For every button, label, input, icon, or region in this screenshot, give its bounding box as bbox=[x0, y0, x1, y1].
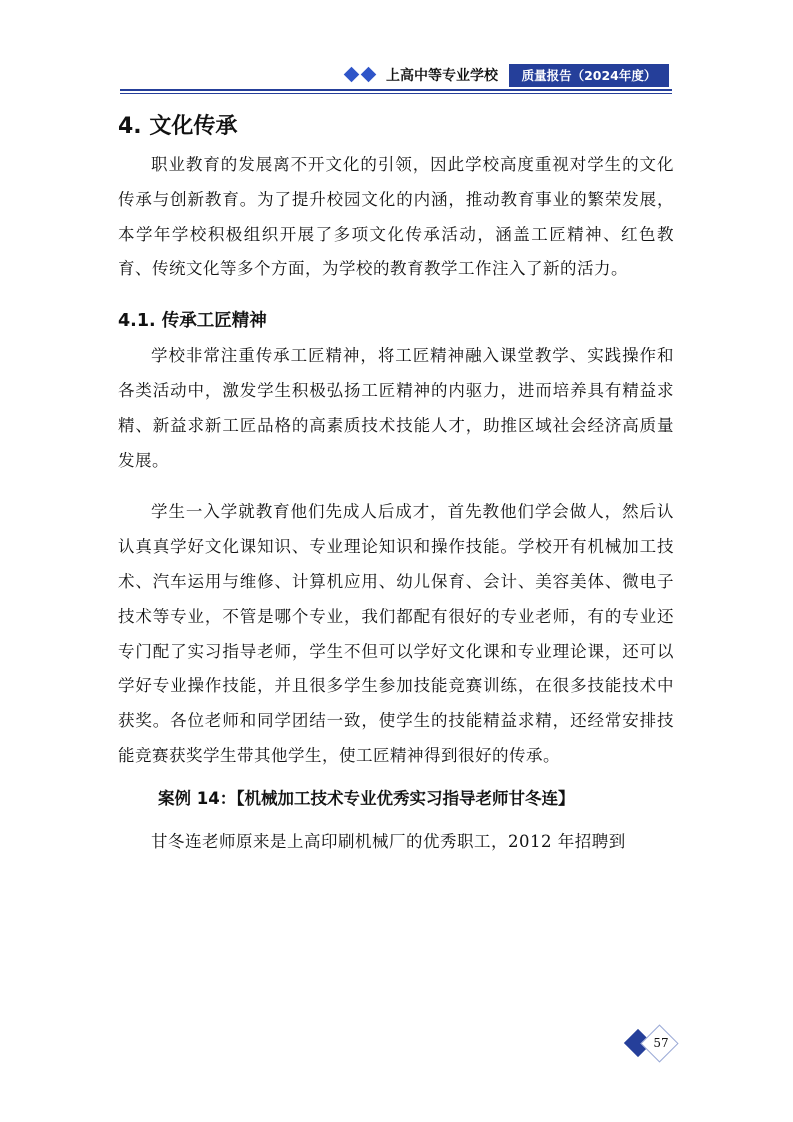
page-number-badge bbox=[626, 1026, 680, 1062]
page-number: 57 bbox=[653, 1036, 669, 1050]
page-header bbox=[120, 64, 672, 98]
header-rule-thin bbox=[120, 93, 672, 94]
header-rule bbox=[120, 89, 672, 91]
section-title: 4. 文化传承 bbox=[118, 114, 238, 139]
page-content bbox=[118, 110, 674, 859]
subsection-paragraph-1: 学校非常注重传承工匠精神，将工匠精神融入课堂教学、实践操作和各类活动中，激发学生积极弘扬工匠精神的内驱力，进而培养具有精益求精、新益求新工匠品格的高素质技术技能人才，助推区域社会经济高质量发展。 bbox=[118, 346, 674, 470]
subsection-title: 4.1. 传承工匠精神 bbox=[118, 311, 267, 332]
subsection-paragraph-2: 学生一入学就教育他们先成人后成才，首先教他们学会做人，然后认认真真学好文化课知识、专业理论知识和操作技能。学校开有机械加工技术、汽车运用与维修、计算机应用、幼儿保育、会计、美容美体、微电子技术等专业，不管是哪个专业，我们都配有很好的专业老师，有的专业还专门配了实习指导老师，学生不但可以学好文化课和专业理论课，还可以学好专业操作技能，并且很多学生参加技能竞赛训练，在很多技能技术中获奖。各位老师和同学团结一致，使学生的技能精益求精，还经常安排技能竞赛获奖学生带其他学生，使工匠精神得到很好的传承。 bbox=[118, 502, 674, 765]
report-badge: 质量报告（2024年度） bbox=[509, 64, 669, 87]
diamond-icon bbox=[344, 69, 378, 83]
case-paragraph: 甘冬连老师原来是上高印刷机械厂的优秀职工，2012 年招聘到 bbox=[151, 831, 626, 851]
case-title: 案例 14：【机械加工技术专业优秀实习指导老师甘冬连】 bbox=[158, 788, 575, 808]
section-intro-paragraph: 职业教育的发展离不开文化的引领，因此学校高度重视对学生的文化传承与创新教育。为了提升校园文化的内涵，推动教育事业的繁荣发展，本学年学校积极组织开展了多项文化传承活动，涵盖工匠精神、红色教育、传统文化等多个方面，为学校的教育教学工作注入了新的活力。 bbox=[118, 155, 674, 279]
school-name: 上高中等专业学校 bbox=[386, 68, 498, 84]
